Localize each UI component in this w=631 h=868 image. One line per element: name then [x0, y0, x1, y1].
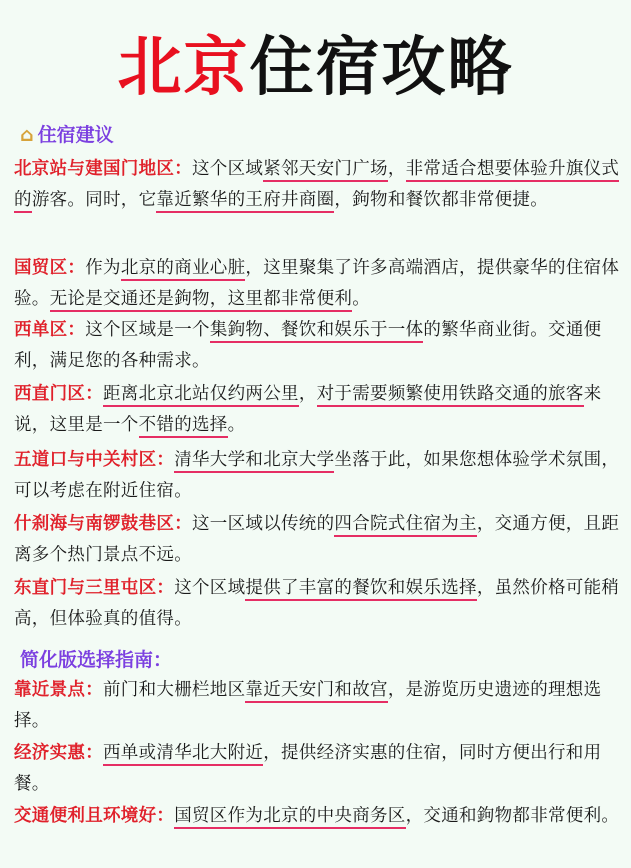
guide-label: 靠近景点：: [14, 680, 103, 700]
guide-text: 前门和大栅栏地区: [103, 680, 246, 700]
item-highlight: 非常适合想要体验升旗仪式的: [14, 159, 619, 213]
item-highlight: 四合院式住宿为主: [334, 514, 476, 537]
item-label: 西直门区：: [14, 384, 103, 404]
list-item: [14, 154, 620, 216]
item-text: 作为: [85, 258, 121, 278]
guide-item: [14, 738, 620, 800]
section-heading-advice: [20, 120, 114, 147]
title-black-part: 住宿攻略: [249, 31, 514, 105]
item-text: 这个区域: [192, 159, 264, 179]
section-heading-text: 住宿建议: [37, 124, 114, 146]
page-title: [0, 28, 631, 108]
item-text: 游客。同时，它: [31, 190, 157, 210]
item-text: 这一区域以传统的: [192, 514, 335, 534]
guide-label: 经济实惠：: [14, 743, 103, 763]
list-item: [14, 379, 620, 441]
item-highlight: 靠近繁华的王府井商圈: [156, 190, 334, 213]
item-highlight: 距离北京北站仅约两公里: [103, 384, 299, 407]
item-label: 国贸区：: [14, 258, 86, 278]
item-label: 五道口与中关村区：: [14, 450, 175, 470]
list-item: [14, 315, 620, 377]
item-highlight: 无论是交通还是鉤物，这里都非常便利: [50, 289, 353, 312]
item-label: 东直门与三里屯区：: [14, 578, 175, 598]
item-text: ，: [298, 384, 317, 404]
guide-highlight: 西单或清华北大附近: [103, 743, 263, 766]
item-text: ，这里聚集了许多高端酒店，提供豪华的住宿体验。: [14, 258, 620, 309]
item-text: 。: [227, 415, 246, 435]
item-highlight: 对于需要频繁使用铁路交通的旅客: [317, 384, 584, 407]
item-highlight: 北京的商业心脏: [121, 258, 246, 281]
item-text: 来说，这里是一个: [14, 384, 602, 435]
section-heading-guide: [20, 645, 172, 672]
section-heading-text: 简化版选择指南：: [20, 649, 173, 671]
item-label: 西单区：: [14, 320, 86, 340]
item-highlight: 紧邻天安门广场: [263, 159, 388, 182]
guide-highlight: 靠近天安门和故宫: [245, 680, 387, 703]
item-text: 这个区域: [174, 578, 246, 598]
guide-text: ，交通和鉤物都非常便利。: [405, 806, 620, 826]
item-text: 坐落于此，如果您想体验学术氛围，可以考虑在附近住宿。: [14, 450, 620, 501]
item-text: 的繁华商业街。交通便利，满足您的各种需求。: [14, 320, 602, 371]
item-text: ，鉤物和餐饮都非常便捷。: [334, 190, 549, 210]
guide-text: ，提供经济实惠的住宿，同时方便出行和用餐。: [14, 743, 602, 794]
item-text: ，虽然价格可能稍高，但体验真的值得。: [14, 578, 620, 629]
list-item: [14, 445, 620, 507]
item-text: 这个区域是一个: [85, 320, 210, 340]
list-item: [14, 573, 620, 635]
item-label: 北京站与建国门地区：: [14, 159, 192, 179]
item-text: ，: [387, 159, 406, 179]
item-highlight: 不错的选择: [139, 415, 228, 438]
guide-label: 交通便利且环境好：: [14, 806, 175, 826]
house-icon: ⌂: [20, 124, 34, 146]
guide-item: [14, 675, 620, 737]
item-highlight: 集鉤物、餐饮和娱乐于一体: [210, 320, 424, 343]
list-item: [14, 509, 620, 571]
guide-item: [14, 801, 620, 832]
item-highlight: 提供了丰富的餐饮和娱乐选择: [245, 578, 476, 601]
item-label: 什刹海与南锣鼓巷区：: [14, 514, 192, 534]
title-red-part: 北京: [117, 31, 250, 105]
item-text: ，交通方便，且距离多个热门景点不远。: [14, 514, 620, 565]
guide-highlight: 国贸区作为北京的中央商务区: [174, 806, 405, 829]
item-highlight: 清华大学和北京大学: [174, 450, 334, 473]
item-text: 。: [352, 289, 371, 309]
list-item: [14, 253, 620, 315]
guide-text: ，是游览历史遗迹的理想选择。: [14, 680, 602, 731]
